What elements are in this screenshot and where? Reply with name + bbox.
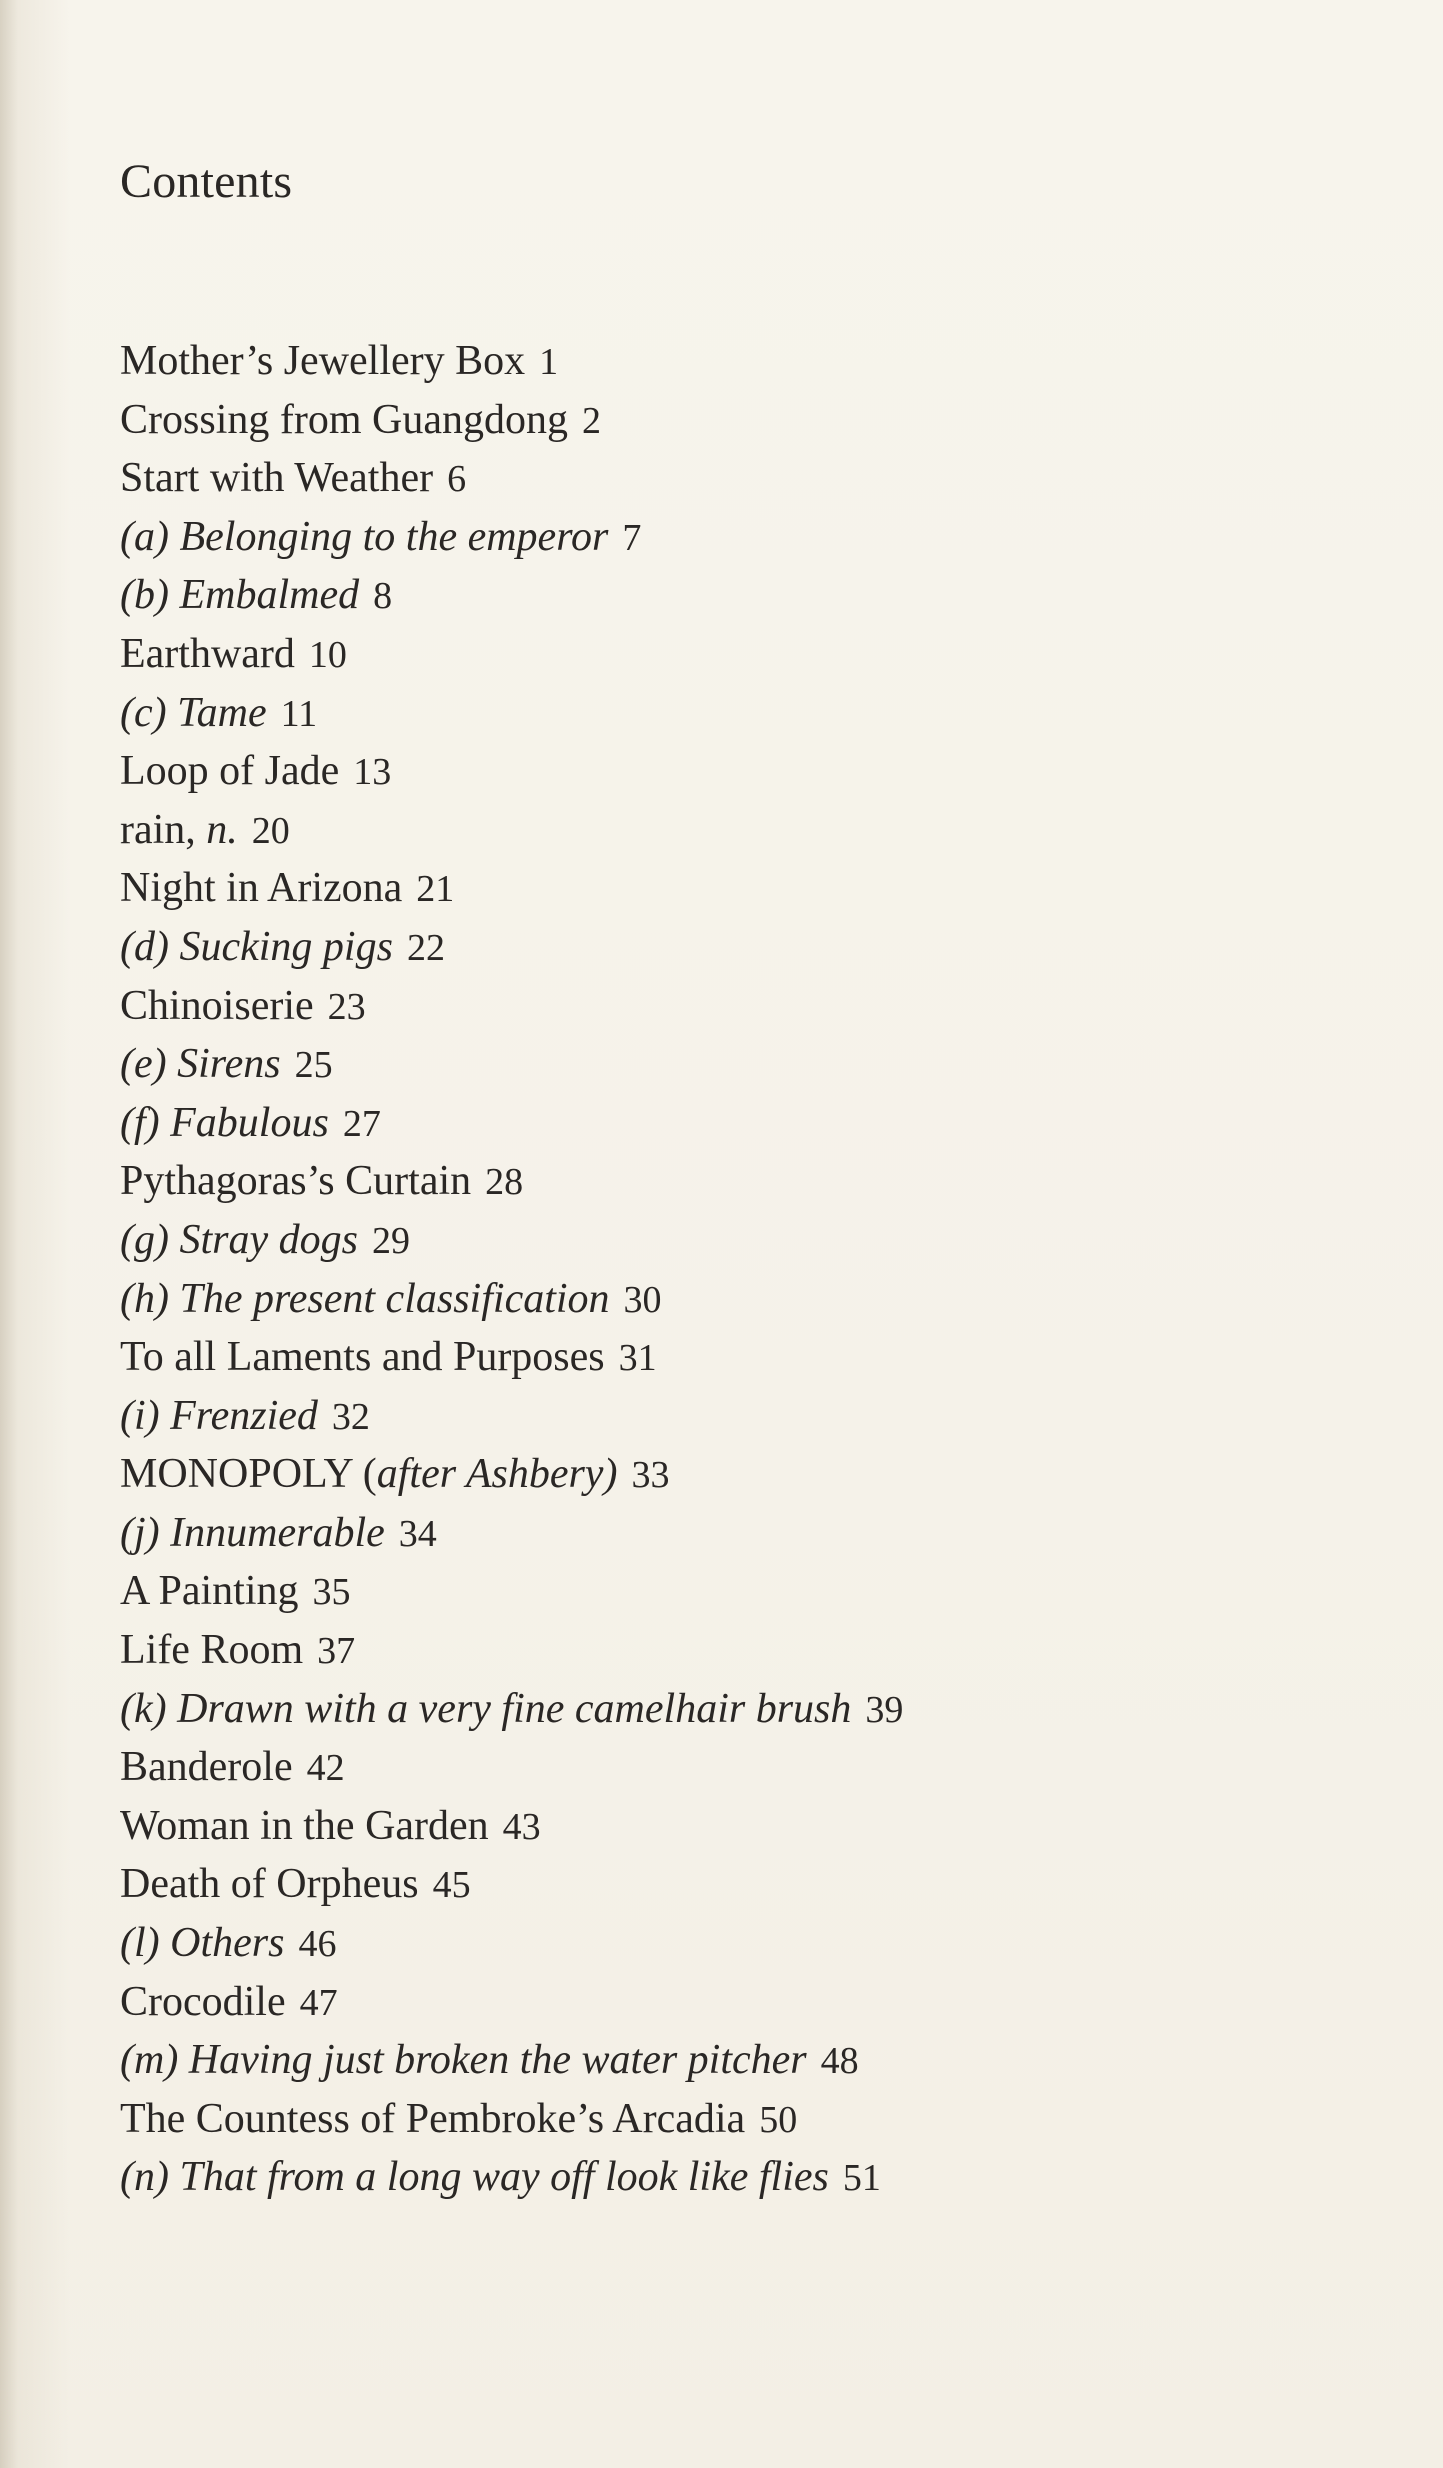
entry-page-number: 25 [294,1044,333,1087]
contents-entry [120,1680,903,1739]
contents-entry [120,1973,903,2032]
entry-title: rain, [120,806,207,853]
entry-page-number: 35 [312,1571,351,1614]
contents-entry [120,1211,903,1270]
contents-entry [120,859,903,918]
entry-page-number: 47 [299,1981,338,2024]
contents-entry [120,1621,903,1680]
contents-entry [120,1035,903,1094]
contents-entry [120,2148,903,2207]
entry-title-italic-part: after Ashbery) [376,1451,618,1498]
entry-title: (g) Stray dogs [120,1216,358,1263]
contents-entry [120,1797,903,1856]
entry-page-number: 34 [398,1512,437,1555]
contents-entry [120,566,903,625]
entry-title: A Painting [120,1568,299,1615]
entry-title: Chinoiserie [120,982,314,1029]
entry-page-number: 43 [502,1805,541,1848]
entry-page-number: 30 [623,1278,662,1321]
contents-entry [120,508,903,567]
entry-page-number: 37 [317,1630,356,1673]
entry-title: Loop of Jade [120,748,340,795]
entry-page-number: 45 [432,1864,471,1907]
entry-title: Death of Orpheus [120,1861,419,1908]
entry-title: (h) The present classification [120,1275,610,1322]
entry-page-number: 23 [327,985,366,1028]
entry-page-number: 33 [631,1454,670,1497]
entry-page-number: 13 [353,751,392,794]
contents-entry [120,391,903,450]
contents-entry [120,2090,903,2149]
entry-page-number: 6 [447,458,467,501]
contents-entry [120,2031,903,2090]
entry-page-number: 8 [373,575,393,618]
entry-page-number: 51 [842,2157,881,2200]
entry-page-number: 31 [618,1337,657,1380]
entry-page-number: 39 [865,1688,904,1731]
contents-entry [120,1387,903,1446]
entry-page-number: 21 [416,868,455,911]
entry-page-number: 29 [371,1219,410,1262]
entry-page-number: 10 [308,633,347,676]
entry-page-number: 7 [622,516,642,559]
entry-title: Life Room [120,1627,304,1674]
entry-page-number: 32 [331,1395,370,1438]
entry-page-number: 11 [280,692,318,735]
contents-entry [120,1504,903,1563]
contents-entry [120,918,903,977]
contents-entry [120,625,903,684]
contents-entry [120,1738,903,1797]
entry-title: (a) Belonging to the emperor [120,513,609,560]
contents-list [120,332,903,2207]
entry-page-number: 1 [539,341,559,383]
entry-title: (j) Innumerable [120,1509,385,1556]
entry-title: (m) Having just broken the water pitcher [120,2037,807,2084]
contents-entry [120,1152,903,1211]
entry-page-number: 27 [342,1102,381,1145]
entry-title: (l) Others [120,1920,285,1967]
contents-entry [120,1562,903,1621]
contents-entry [120,1328,903,1387]
entry-title: Night in Arizona [120,865,403,912]
contents-entry [120,977,903,1036]
entry-title: (e) Sirens [120,1041,281,1088]
entry-title: Mother’s Jewellery Box [120,338,526,384]
entry-title: (c) Tame [120,689,267,736]
contents-entry [120,1914,903,1973]
entry-title: Crocodile [120,1978,286,2025]
entry-title: (n) That from a long way off look like flies [120,2154,829,2201]
contents-entry [120,742,903,801]
entry-title: (d) Sucking pigs [120,923,393,970]
entry-title: Woman in the Garden [120,1802,489,1849]
entry-title: The Countess of Pembroke’s Arcadia [120,2095,746,2142]
entry-page-number: 20 [251,809,290,852]
entry-title: Crossing from Guangdong [120,396,568,443]
contents-entry [120,449,903,508]
entry-page-number: 50 [759,2098,798,2141]
entry-title: (i) Frenzied [120,1392,318,1439]
entry-title: (k) Drawn with a very fine camelhair brush [120,1685,852,1732]
entry-page-number: 48 [820,2040,859,2083]
entry-title-italic-part: n. [206,806,238,853]
entry-title: To all Laments and Purposes [120,1334,605,1381]
contents-entry [120,1855,903,1914]
contents-entry [120,1094,903,1153]
entry-page-number: 2 [581,399,601,442]
contents-entry [120,1445,903,1504]
entry-title: Banderole [120,1744,293,1791]
entry-title: (f) Fabulous [120,1099,329,1146]
entry-title: Start with Weather [120,455,434,502]
contents-entry [120,684,903,743]
entry-page-number: 28 [485,1161,524,1204]
entry-title: Earthward [120,630,295,677]
contents-entry [120,1270,903,1329]
entry-title: Pythagoras’s Curtain [120,1158,472,1205]
entry-title: MONOPOLY ( [120,1451,377,1498]
page-title: Contents [120,155,293,208]
entry-page-number: 22 [406,926,445,969]
contents-entry [120,332,903,391]
entry-page-number: 42 [306,1747,345,1790]
entry-page-number: 46 [298,1923,337,1966]
entry-title: (b) Embalmed [120,572,360,619]
contents-entry [120,801,903,860]
